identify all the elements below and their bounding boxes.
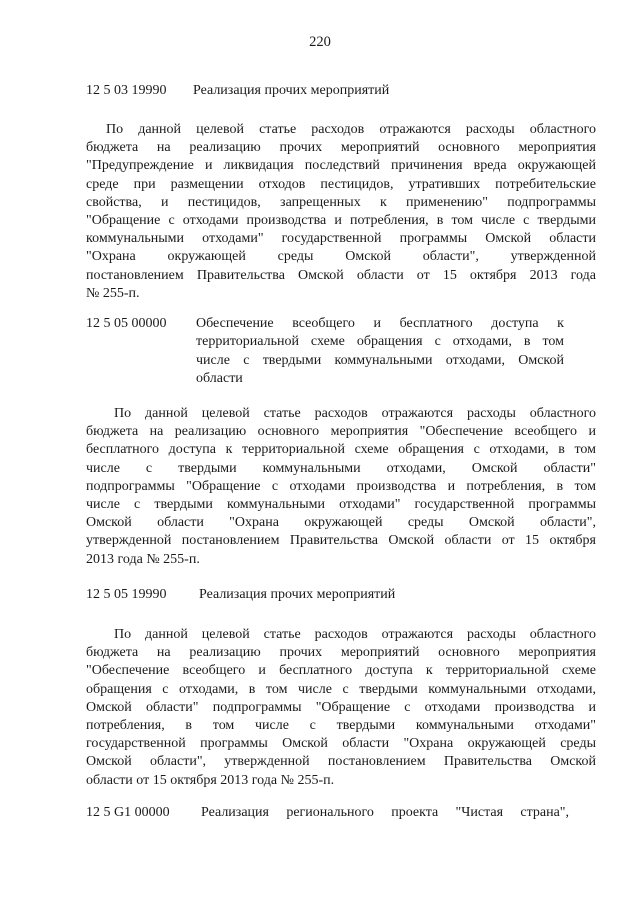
section-2-paragraph bbox=[86, 405, 596, 569]
section-1-title: Реализация прочих мероприятий bbox=[193, 83, 390, 98]
text-line: подпрограммы "Обращение с отходами производства и потребления, в том bbox=[86, 478, 596, 494]
text-line: "Предупреждение и ликвидация последствий причинения вреда окружающей bbox=[86, 158, 596, 174]
text-line: бюджета на реализацию основного мероприятия "Обеспечение всеобщего и bbox=[86, 424, 596, 440]
text-line: потребления, в том числе с твердыми коммунальными отходами" bbox=[86, 718, 596, 734]
title-line: области bbox=[196, 371, 243, 387]
text-line: государственной программы Омской области "Охрана окружающей среды bbox=[86, 736, 596, 752]
text-line: По данной целевой статье расходов отражаются расходы областного bbox=[114, 406, 596, 421]
text-line: числе с твердыми коммунальными отходами, Омской области" bbox=[86, 460, 596, 476]
text-line: бюджета на реализацию прочих мероприятий основного мероприятия bbox=[86, 645, 596, 661]
title-line: Обеспечение всеобщего и бесплатного доступа к bbox=[196, 316, 564, 331]
section-3-title: Реализация прочих мероприятий bbox=[199, 587, 396, 602]
section-4-code: 12 5 G1 00000 bbox=[86, 805, 170, 820]
title-line: Реализация регионального проекта "Чистая страна", bbox=[201, 805, 569, 820]
text-line: свойства, и пестицидов, запрещенных к применению" подпрограммы bbox=[86, 194, 596, 210]
text-line: бесплатного доступа к территориальной схеме обращения с отходами, в том bbox=[86, 442, 596, 458]
text-line: По данной целевой статье расходов отражаются расходы областного bbox=[114, 627, 596, 642]
section-2-title bbox=[196, 315, 564, 389]
text-line: "Обеспечение всеобщего и бесплатного доступа к территориальной схеме bbox=[86, 663, 596, 679]
text-line: коммунальными отходами" государственной программы Омской области bbox=[86, 231, 596, 247]
section-1-code: 12 5 03 19990 bbox=[86, 83, 167, 98]
section-3-paragraph bbox=[86, 626, 596, 790]
text-line: "Охрана окружающей среды Омской области", утвержденной bbox=[86, 249, 596, 265]
text-line: бюджета на реализацию прочих мероприятий основного мероприятия bbox=[86, 140, 596, 156]
section-1-paragraph bbox=[86, 121, 596, 303]
section-4-title bbox=[201, 804, 569, 822]
page-number: 220 bbox=[309, 34, 331, 50]
text-line: среде при размещении отходов пестицидов, утративших потребительские bbox=[86, 176, 596, 192]
text-line: обращения с отходами, в том числе с твердыми коммунальными отходами, bbox=[86, 681, 596, 697]
text-line: утвержденной постановлением Правительства Омской области от 15 октября bbox=[86, 533, 596, 549]
text-line: области от 15 октября 2013 года № 255-п. bbox=[86, 772, 335, 788]
section-3-code: 12 5 05 19990 bbox=[86, 587, 167, 602]
text-line: 2013 года № 255-п. bbox=[86, 551, 200, 567]
text-line: "Обращение с отходами производства и потребления, в том числе с твердыми bbox=[86, 213, 596, 229]
text-line: По данной целевой статье расходов отражаются расходы областного bbox=[106, 122, 596, 137]
text-line: Омской области", утвержденной постановлением Правительства Омской bbox=[86, 754, 596, 770]
title-line: числе с твердыми коммунальными отходами, Омской bbox=[196, 352, 564, 368]
text-line: Омской области" подпрограммы "Обращение с отходами производства и bbox=[86, 699, 596, 715]
section-2-code: 12 5 05 00000 bbox=[86, 316, 167, 331]
text-line: Омской области "Охрана окружающей среды Омской области", bbox=[86, 515, 596, 531]
text-line: № 255-п. bbox=[86, 285, 140, 301]
title-line: территориальной схеме обращения с отходами, в том bbox=[196, 334, 564, 350]
text-line: постановлением Правительства Омской области от 15 октября 2013 года bbox=[86, 267, 596, 283]
text-line: числе с твердыми коммунальными отходами" государственной программы bbox=[86, 497, 596, 513]
